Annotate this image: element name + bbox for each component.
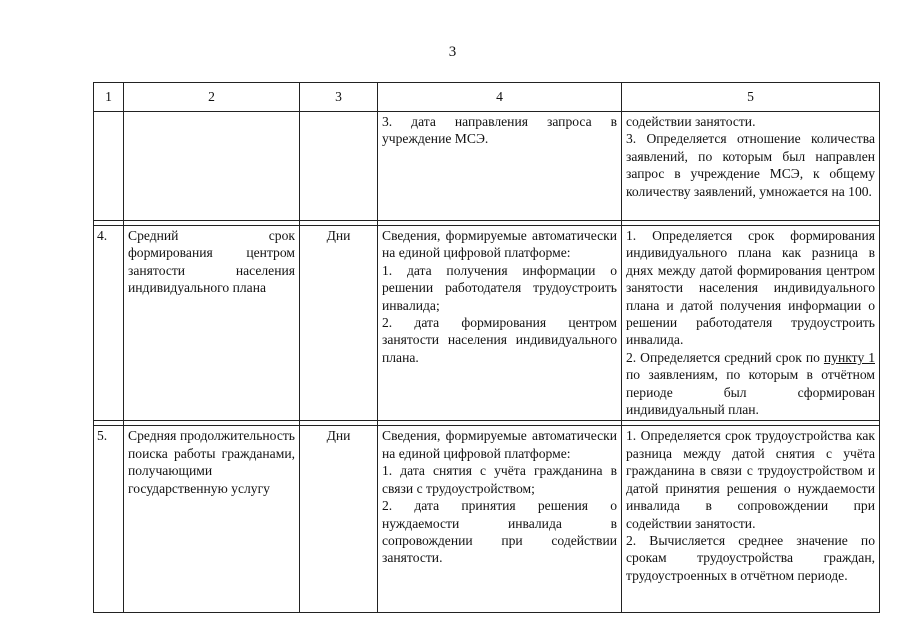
table-row-continuation (94, 112, 880, 221)
cell-method: содействии занятости. 3. Определяется отношение количества заявлений, по которым был направлен запрос в учреждение МСЭ, к общему количеству заявлений, умножается на 100. (622, 112, 880, 221)
unit: Дни (300, 226, 378, 421)
table-row-4 (94, 226, 880, 421)
indicator-name: Средняя продолжительность поиска работы гражданами, получающими государственную услугу (124, 426, 300, 613)
table-row-5 (94, 426, 880, 613)
unit: Дни (300, 426, 378, 613)
cell-method: 1. Определяется срок трудоустройства как разница между датой снятия с учёта гражданина в связи с трудоустройством и датой принятия решения о нуждаемости инвалида в сопровождении при содействии занятости. 2. Вычисляется среднее значение по срокам трудоустройства граждан, трудоустроенных в отчётном периоде. (622, 426, 880, 613)
cell-source: 3. дата направления запроса в учреждение МСЭ. (378, 112, 622, 221)
row-number: 4. (94, 226, 124, 421)
cell-method: 1. Определяется срок формирования индивидуального плана как разница в днях между датой формирования центром занятости населения индивидуального плана и датой получения информации о решении работодателя трудоустроить инвалида. 2. Определяется средний срок по пункту 1 по заявлениям, по которым в отчётном периоде был сформирован индивидуальный план. (622, 226, 880, 421)
page-number: 3 (448, 44, 457, 60)
header-cell: 1 (94, 83, 124, 112)
table-header-row (94, 83, 880, 112)
row-number: 5. (94, 426, 124, 613)
header-cell: 2 (124, 83, 300, 112)
indicator-name: Средний срок формирования центром занятости населения индивидуального плана (124, 226, 300, 421)
cell-source: Сведения, формируемые автоматически на единой цифровой платформе: 1. дата получения информации о решении работодателя трудоустроить инвалида; 2. дата формирования центром занятости населения индивидуального плана. (378, 226, 622, 421)
cell-source: Сведения, формируемые автоматически на единой цифровой платформе: 1. дата снятия с учёта гражданина в связи с трудоустройством; 2. дата принятия решения о нуждаемости инвалида в сопровождении при содействии занятости. (378, 426, 622, 613)
point-link[interactable]: пункту 1 (823, 349, 875, 365)
indicators-table (93, 82, 880, 613)
header-cell: 3 (300, 83, 378, 112)
header-cell: 4 (378, 83, 622, 112)
header-cell: 5 (622, 83, 880, 112)
